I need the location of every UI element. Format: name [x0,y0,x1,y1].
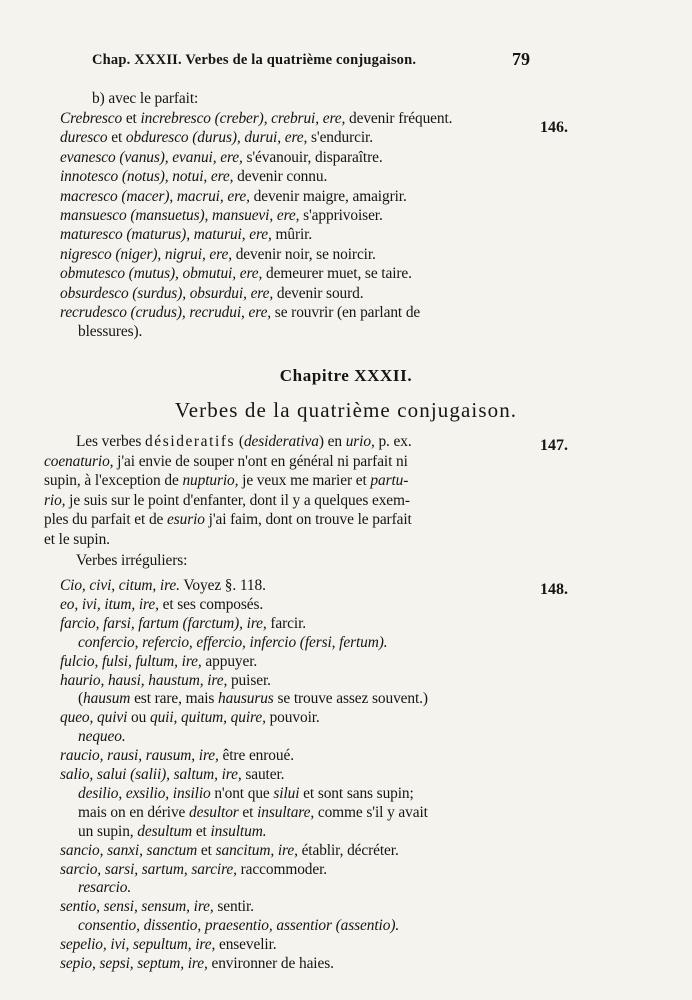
text-segment: s'apprivoiser. [299,207,383,224]
verb-entry [78,784,568,803]
text-segment: sauter. [241,766,285,783]
irregular-verbs-label: Verbes irréguliers: [76,552,188,569]
latin-term: maturesco (maturus), maturui, ere, [60,226,272,244]
latin-term: macresco (macer), macrui, ere, [60,187,250,205]
text-segment: appuyer. [201,652,258,670]
paragraph-line [44,530,534,549]
latin-term: sarcio, sarsi, sartum, sarcire, [60,860,237,878]
text-segment: est rare, mais [130,690,219,708]
text-segment: je veux me marier et [238,472,371,490]
paragraph-line [44,510,534,529]
text-segment: se rouvrir (en parlant de [271,304,421,321]
verb-entry [60,671,550,690]
latin-term: recrudesco (crudus), recrudui, ere, [60,304,272,321]
latin-term: farcio, farsi, fartum (farctum), ire, [60,614,267,632]
latin-term: sepelio, ivi, sepultum, ire, [60,936,216,954]
verb-entry [78,822,568,841]
text-segment: mûrir. [271,226,313,244]
verb-entry [60,264,550,283]
latin-term: esurio [167,511,205,529]
section-b-label: b) avec le parfait: [92,90,199,107]
latin-term: obsurdesco (surdus), obsurdui, ere, [60,284,274,302]
text-segment: p. ex. [374,433,412,450]
margin-number-148: 148. [540,581,568,598]
verb-entry [60,860,550,879]
paragraph-line [44,491,534,510]
text-segment: devenir maigre, amaigrir. [249,187,407,205]
verb-entry [60,576,550,595]
latin-term: desilio, exsilio, insilio [78,784,211,802]
verb-entry [78,916,568,935]
running-head: Chap. XXXII. Verbes de la quatrième conjugaison. [92,52,417,68]
text-segment: et [197,841,216,859]
text-segment: j'ai envie de souper n'ont en général ni parfait ni [113,452,408,470]
text-segment: farcir. [266,614,307,632]
verb-entry [78,322,568,341]
verb-entry [60,303,550,322]
latin-term: desiderativa [243,433,319,450]
text-segment: et ses composés. [158,595,264,613]
verb-entry [60,109,550,128]
verb-entry [60,652,550,671]
text-segment: pouvoir. [265,709,320,727]
text-segment: ) en [318,433,346,450]
verb-entry [60,167,550,186]
text-segment: devenir noir, se noircir. [231,245,376,263]
latin-term: desultum [137,822,193,840]
paragraph-line [44,452,534,471]
text-segment: ples du parfait et de [44,511,168,529]
verb-entry [60,935,550,954]
latin-term: consentio, dissentio, praesentio, assentior (assentio). [78,917,400,935]
margin-number-146: 146. [540,119,568,136]
text-segment: n'ont que [210,784,274,802]
verb-entry [60,746,550,765]
text-segment: être enroué. [218,747,294,765]
text-segment: devenir connu. [233,168,328,186]
verb-entry [60,245,550,264]
chapter-heading: Chapitre XXXII. [279,366,413,385]
text-segment: comme s'il y avait [314,803,428,821]
verb-entry [60,841,550,860]
text-segment: s'endurcir. [307,129,373,147]
text-segment: devenir fréquent. [345,110,453,127]
latin-term: evanesco (vanus), evanui, ere, [60,148,243,166]
verb-entry [78,727,568,746]
paragraph-line [76,432,566,451]
text-segment: Voyez §. 118. [179,577,266,594]
paragraph-line [44,471,534,490]
text-segment: environner de haies. [207,955,334,972]
latin-term: sancio, sanxi, sanctum [60,841,198,859]
latin-term: queo, quivi [60,709,128,727]
latin-term: desultor [189,803,239,821]
latin-term: mansuesco (mansuetus), mansuevi, ere, [60,207,300,224]
latin-term: nequeo. [78,728,126,746]
verb-entry [60,954,550,973]
verb-entry [78,878,568,897]
latin-term: obmutesco (mutus), obmutui, ere, [60,265,263,283]
latin-term: insultare, [257,803,315,821]
text-segment: se trouve assez souvent.) [273,690,428,708]
latin-term: nigresco (niger), nigrui, ere, [60,245,232,263]
verb-entry [78,689,568,708]
latin-term: urio, [345,433,375,450]
verb-entry [60,708,550,727]
text-segment: un supin, [78,822,138,840]
latin-term: obduresco (durus), durui, ere, [125,129,308,147]
verb-entry [60,225,550,244]
verb-entry [60,595,550,614]
text-segment: établir, décréter. [297,841,399,859]
verb-entry [78,803,568,822]
latin-term: eo, ivi, itum, ire, [60,595,159,613]
chapter-title: Verbes de la quatrième conjugaison. [174,398,518,422]
latin-term: silui [273,784,300,802]
text-segment: demeurer muet, se taire. [262,265,412,283]
text-segment: Les verbes [76,433,145,450]
text-segment: puiser. [227,671,271,689]
verb-entry [60,187,550,206]
latin-term: increbresco (creber), crebrui, ere, [140,110,346,127]
latin-term: innotesco (notus), notui, ere, [60,168,234,186]
text-segment: raccommoder. [236,860,328,878]
verb-entry [60,284,550,303]
latin-term: confercio, refercio, effercio, infercio (fersi, fertum). [78,633,388,651]
latin-term: partu- [370,472,409,490]
text-segment: mais on en dérive [78,803,190,821]
latin-term: quii, quitum, quire, [149,709,266,727]
text-segment: ensevelir. [215,936,277,954]
text-segment: supin, à l'exception de [44,472,183,490]
verb-entry [78,633,568,652]
text-segment: s'évanouir, disparaître. [242,148,383,166]
verb-entry [60,765,550,784]
verb-entry [60,897,550,916]
text-segment: devenir sourd. [273,284,364,302]
text-segment: et [192,822,211,840]
latin-term: sancitum, ire, [215,841,298,859]
text-segment: blessures). [78,323,143,341]
margin-number-147: 147. [540,437,568,454]
latin-term: sepio, sepsi, septum, ire, [60,955,208,972]
latin-term: insultum. [210,822,267,840]
latin-term: nupturio, [182,472,239,490]
verb-entry [60,614,550,633]
text-segment: je suis sur le point d'enfanter, dont il y a quelques exem- [65,491,410,509]
text-segment: et [238,803,258,821]
page-number: 79 [512,49,530,69]
latin-term: hausurus [218,690,274,708]
latin-term: rio, [44,491,66,509]
latin-term: salio, salui (salii), saltum, ire, [60,766,242,783]
latin-term: Crebresco [60,110,123,127]
text-segment: ou [127,709,150,727]
latin-term: raucio, rausi, rausum, ire, [60,747,219,765]
text-segment: ( [235,433,244,450]
text-segment: j'ai faim, dont on trouve le parfait [204,511,412,529]
latin-term: hausum [83,690,131,708]
text-segment: désideratifs [145,433,236,450]
latin-term: coenaturio, [44,452,114,470]
verb-entry [60,148,550,167]
latin-term: Cio, civi, citum, ire. [60,577,180,594]
latin-term: haurio, hausi, haustum, ire, [60,671,228,689]
verb-entry [60,128,550,147]
text-segment: et sont sans supin; [299,784,414,802]
latin-term: fulcio, fulsi, fultum, ire, [60,652,202,670]
text-segment: ( [78,690,84,708]
verb-entry [60,206,550,225]
text-segment: et le supin. [44,531,110,548]
latin-term: sentio, sensi, sensum, ire, [60,898,214,916]
text-segment: sentir. [213,898,254,916]
text-segment: et [107,129,126,147]
latin-term: resarcio. [78,879,132,897]
text-segment: et [122,110,141,127]
latin-term: duresco [60,129,108,147]
